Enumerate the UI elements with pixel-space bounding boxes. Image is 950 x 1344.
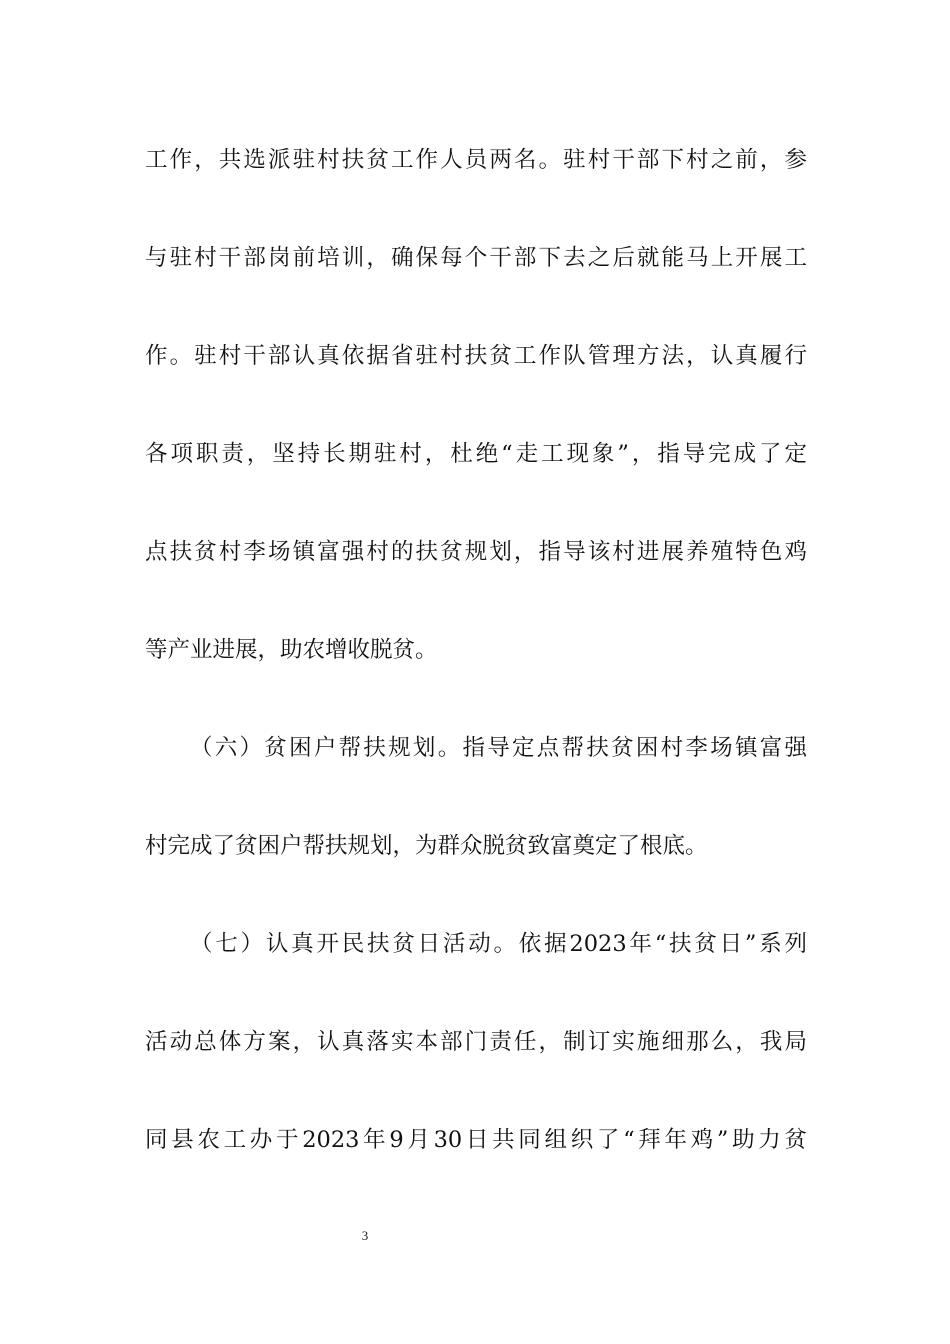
paragraph-1-line-5: 点扶贫村李场镇富强村的扶贫规划，指导该村进展养殖特色鸡 — [145, 539, 807, 565]
paragraph-2-line-1: （六）贫困户帮扶规划。指导定点帮扶贫困村李场镇富强 — [190, 735, 807, 761]
paragraph-1-line-2: 与驻村干部岗前培训，确保每个干部下去之后就能马上开展工 — [145, 245, 807, 271]
page-number: 3 — [361, 1228, 369, 1243]
paragraph-1-line-1: 工作，共选派驻村扶贫工作人员两名。驻村干部下村之前，参 — [145, 147, 807, 173]
paragraph-3-line-3: 同县农工办于2023年9月30日共同组织了“拜年鸡”助力贫 — [145, 1127, 807, 1153]
paragraph-3-line-2: 活动总体方案，认真落实本部门责任，制订实施细那么，我局 — [145, 1029, 807, 1055]
paragraph-1-line-6: 等产业进展，助农增收脱贫。 — [145, 637, 438, 663]
paragraph-1-line-4: 各项职责，坚持长期驻村，杜绝“走工现象”，指导完成了定 — [145, 441, 807, 467]
paragraph-2-line-2: 村完成了贫困户帮扶规划，为群众脱贫致富奠定了根底。 — [145, 833, 708, 859]
paragraph-1-line-3: 作。驻村干部认真依据省驻村扶贫工作队管理方法，认真履行 — [145, 343, 807, 369]
paragraph-3-line-1: （七）认真开民扶贫日活动。依据2023年“扶贫日”系列 — [190, 931, 807, 957]
